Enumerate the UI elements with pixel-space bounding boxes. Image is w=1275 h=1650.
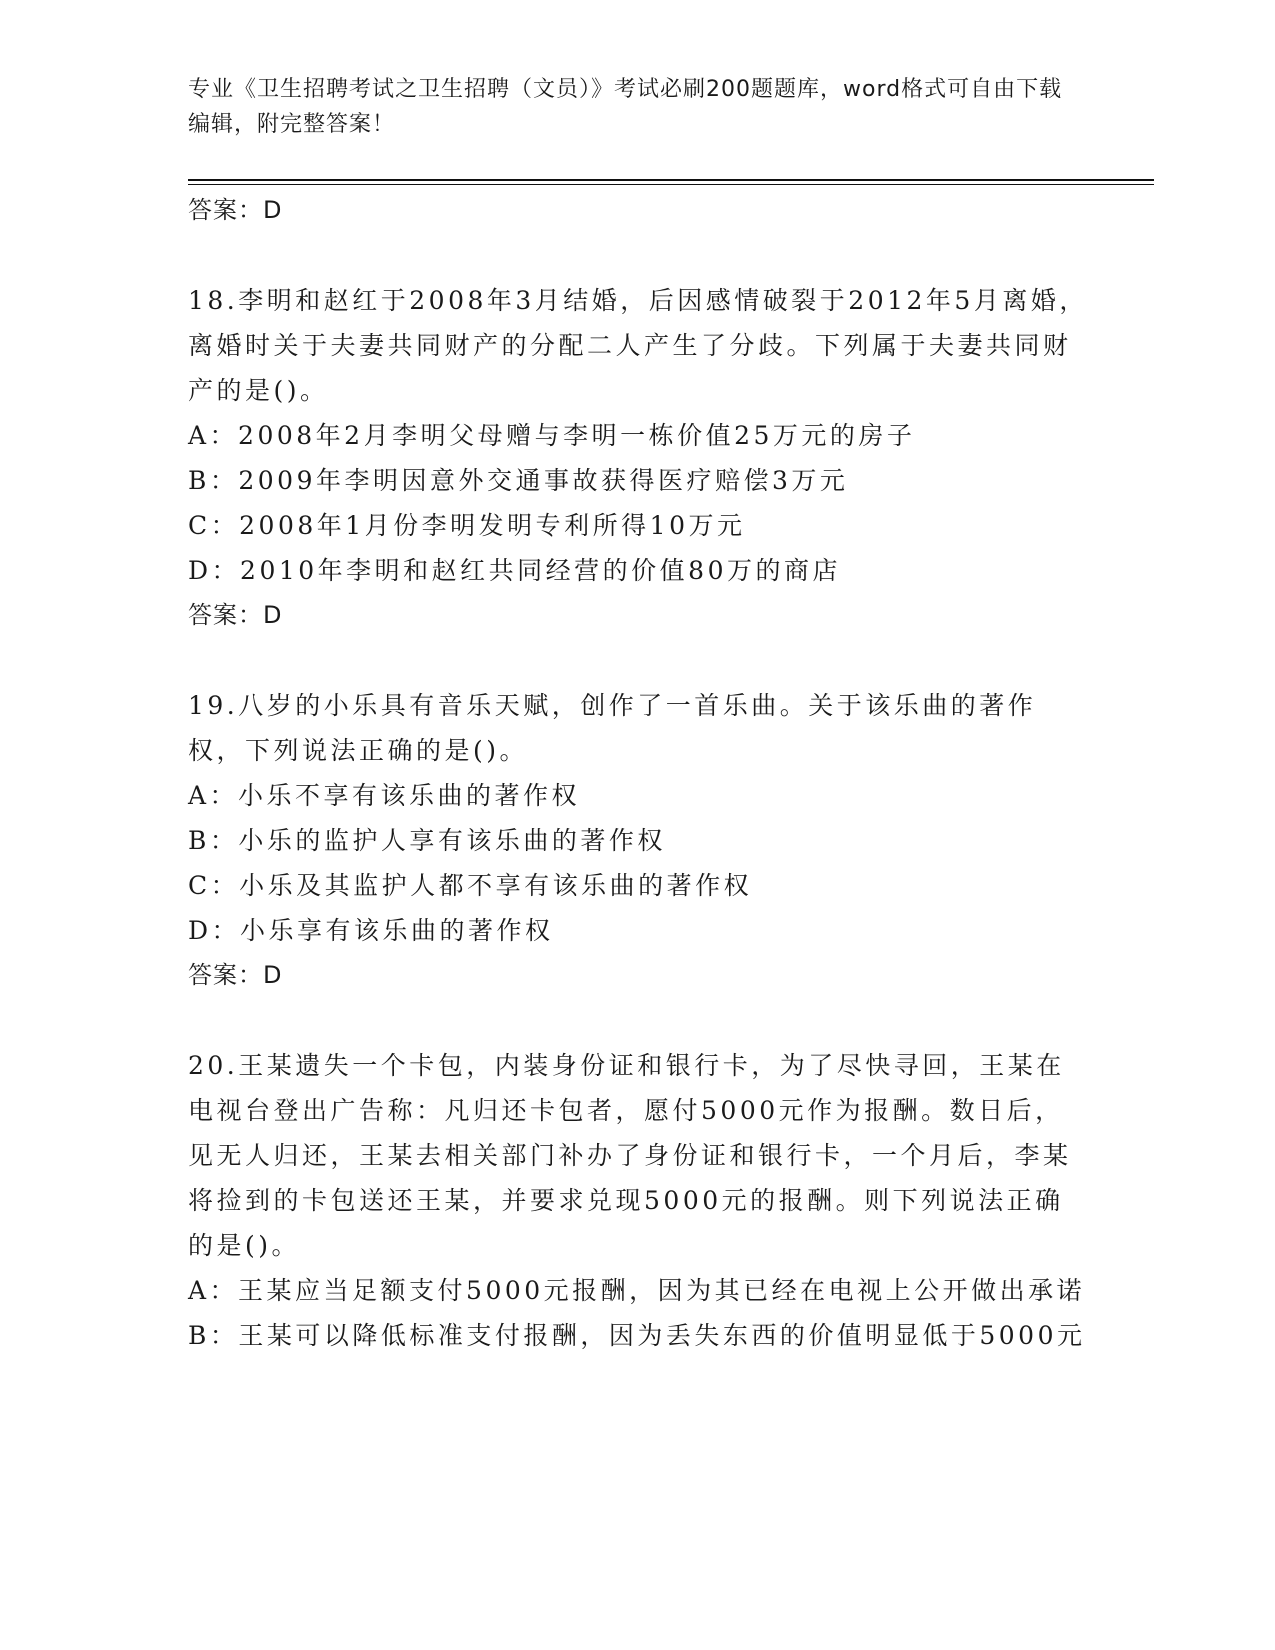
question-20 — [188, 1043, 1088, 1358]
question-stem: 19.八岁的小乐具有音乐天赋，创作了一首乐曲。关于该乐曲的著作权，下列说法正确的是()。 — [188, 691, 1037, 765]
option-d: D：小乐享有该乐曲的著作权 — [188, 916, 554, 945]
question-18 — [188, 278, 1088, 637]
option-b: B：王某可以降低标准支付报酬，因为丢失东西的价值明显低于5000元 — [188, 1321, 1086, 1350]
page-header — [188, 72, 1068, 142]
question-stem: 18.李明和赵红于2008年3月结婚，后因感情破裂于2012年5月离婚，离婚时关于夫妻共同财产的分配二人产生了分歧。下列属于夫妻共同财产的是()。 — [188, 286, 1088, 405]
question-stem: 20.王某遗失一个卡包，内装身份证和银行卡，为了尽快寻回，王某在电视台登出广告称：凡归还卡包者，愿付5000元作为报酬。数日后，见无人归还，王某去相关部门补办了身份证和银行卡，一个月后，李某将捡到的卡包送还王某，并要求兑现5000元的报酬。则下列说法正确的是()。 — [188, 1051, 1072, 1260]
option-a: A：2008年2月李明父母赠与李明一栋价值25万元的房子 — [188, 421, 916, 450]
answer-line: 答案：D — [188, 601, 283, 629]
option-d: D：2010年李明和赵红共同经营的价值80万的商店 — [188, 556, 841, 585]
document-body — [188, 186, 1088, 1358]
option-c: C：小乐及其监护人都不享有该乐曲的著作权 — [188, 871, 753, 900]
option-a: A：王某应当足额支付5000元报酬，因为其已经在电视上公开做出承诺 — [188, 1276, 1086, 1305]
header-divider-thick — [188, 179, 1154, 181]
answer-line: 答案：D — [188, 961, 283, 989]
option-b: B：小乐的监护人享有该乐曲的著作权 — [188, 826, 666, 855]
option-c: C：2008年1月份李明发明专利所得10万元 — [188, 511, 746, 540]
header-title: 专业《卫生招聘考试之卫生招聘（文员）》考试必刷200题题库，word格式可自由下载编辑，附完整答案！ — [188, 77, 1063, 137]
option-b: B：2009年李明因意外交通事故获得医疗赔偿3万元 — [188, 466, 849, 495]
option-a: A：小乐不享有该乐曲的著作权 — [188, 781, 581, 810]
previous-answer: 答案：D — [188, 196, 283, 224]
question-19 — [188, 683, 1088, 997]
header-divider-thin — [188, 184, 1154, 185]
